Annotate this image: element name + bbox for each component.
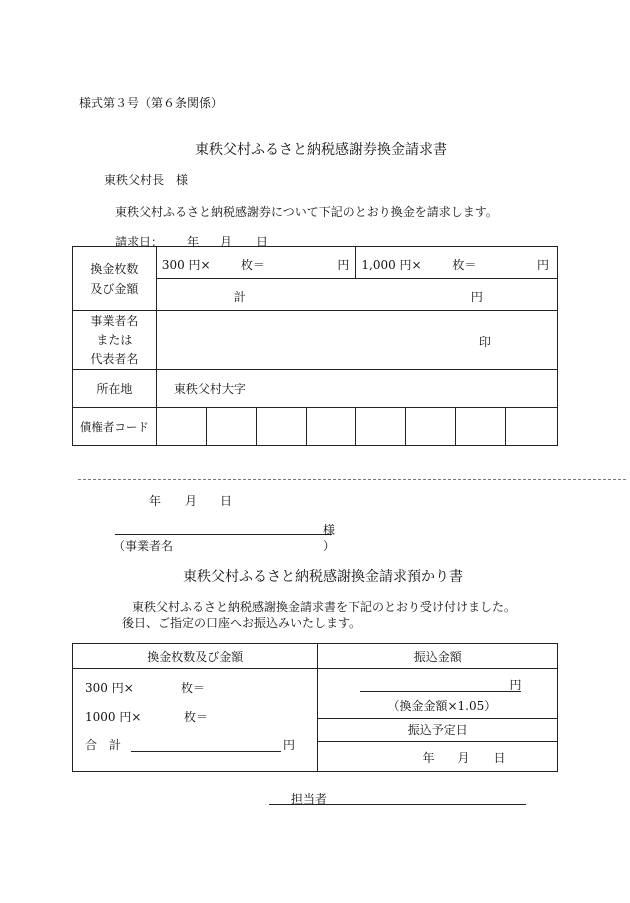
creditor-code-box[interactable] [356, 408, 406, 446]
count-300-unit: 300 円× [161, 257, 211, 272]
transfer-date-year: 年 [422, 751, 435, 765]
business-name-caption-close: ） [323, 539, 336, 553]
receipt-left-header: 換金枚数及び金額 [73, 644, 318, 669]
creditor-code-box[interactable] [206, 408, 256, 446]
count-1000-sheets: 枚＝ [452, 257, 477, 272]
creditor-code-box[interactable] [506, 408, 558, 446]
creditor-code-box[interactable] [156, 408, 206, 446]
request-form-title: 東秩父村ふるさと納税感謝券換金請求書 [195, 142, 447, 158]
receipt-total-label: 合 計 [85, 738, 122, 752]
count-300-yen: 円 [337, 257, 350, 272]
transfer-amount-yen: 円 [509, 677, 522, 692]
transfer-date-cell[interactable] [318, 719, 558, 772]
count-1000-yen: 円 [536, 257, 549, 272]
total-field[interactable] [156, 279, 557, 311]
receipt-total-line [131, 751, 281, 752]
person-in-charge-label: 担当者 [291, 792, 328, 806]
receipt-date-year: 年 [149, 494, 162, 508]
receipt-right-header: 振込金額 [318, 644, 558, 669]
transfer-amount-line [360, 691, 521, 692]
receipt-date-month: 月 [185, 494, 198, 508]
receipt-1000-sheets: 枚＝ [184, 710, 209, 724]
seal-mark: 印 [478, 334, 491, 349]
sama-label: 様 [323, 523, 336, 537]
transfer-date-month: 月 [457, 751, 470, 765]
request-date-month: 月 [220, 235, 233, 249]
creditor-code-box[interactable] [306, 408, 356, 446]
count-1000-field[interactable] [356, 247, 558, 279]
request-statement: 東秩父村ふるさと納税感謝券について下記のとおり換金を請求します。 [115, 205, 498, 219]
request-date-day: 日 [256, 235, 269, 249]
receipt-1000-unit: 1000 円× [85, 710, 142, 724]
receipt-300-unit: 300 円× [85, 681, 134, 695]
receipt-count-cell[interactable] [73, 669, 318, 772]
cut-line [78, 479, 626, 480]
transfer-formula: （換金金額×1.05） [387, 698, 497, 713]
count-300-field[interactable] [156, 247, 356, 279]
request-date-year: 年 [187, 235, 200, 249]
transfer-amount-cell[interactable] [318, 669, 558, 719]
creditor-code-label: 債権者コード [73, 408, 157, 446]
count-300-sheets: 枚＝ [240, 257, 265, 272]
count-1000-unit: 1,000 円× [361, 257, 422, 272]
creditor-code-box[interactable] [456, 408, 506, 446]
creditor-code-box[interactable] [406, 408, 456, 446]
address-value: 東秩父村大字 [173, 382, 246, 396]
receipt-title: 東秩父村ふるさと納税感謝換金請求預かり書 [183, 569, 463, 585]
count-amount-label: 換金枚数 及び金額 [73, 247, 157, 311]
receipt-statement-2: 後日、ご指定の口座へお振込みいたします。 [122, 616, 362, 630]
business-name-field[interactable] [156, 311, 557, 370]
business-name-caption: （事業者名 [113, 539, 174, 553]
receipt-statement-1: 東秩父村ふるさと納税感謝換金請求書を下記のとおり受け付けました。 [132, 600, 517, 614]
business-name-line [115, 534, 332, 535]
transfer-date-label: 振込予定日 [318, 719, 557, 742]
receipt-total-yen: 円 [283, 738, 296, 752]
form-number: 様式第３号（第６条関係） [79, 96, 224, 110]
creditor-code-box[interactable] [256, 408, 306, 446]
address-field[interactable] [156, 370, 557, 408]
receipt-date-day: 日 [220, 494, 233, 508]
receipt-table [72, 643, 558, 772]
request-table [72, 246, 558, 446]
address-label: 所在地 [73, 370, 157, 408]
transfer-date-day: 日 [493, 751, 506, 765]
business-name-label: 事業者名 または 代表者名 [73, 311, 157, 370]
request-date-label: 請求日： [115, 235, 164, 249]
receipt-300-sheets: 枚＝ [181, 681, 206, 695]
addressee: 東秩父村長 様 [104, 173, 189, 187]
total-label: 計 [233, 289, 246, 304]
total-yen: 円 [470, 289, 483, 304]
